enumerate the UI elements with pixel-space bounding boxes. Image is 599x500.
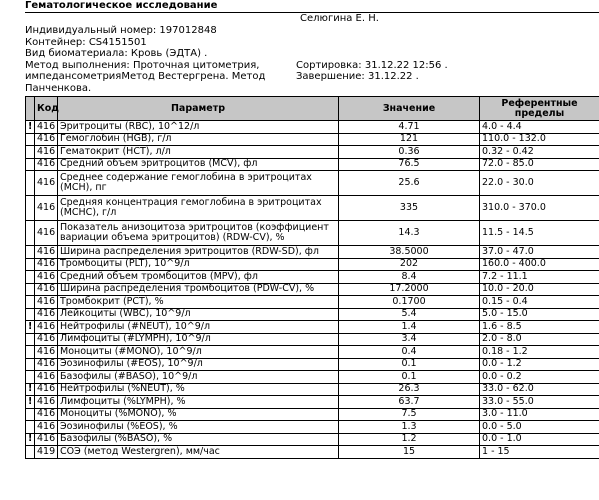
row-reference: 11.5 - 14.5 bbox=[480, 221, 599, 246]
row-value: 0.4 bbox=[339, 346, 480, 359]
row-parameter: Базофилы (#BASO), 10^9/л bbox=[58, 371, 339, 384]
row-reference: 0.18 - 1.2 bbox=[480, 346, 599, 359]
table-row bbox=[26, 446, 599, 459]
row-code: 416 bbox=[35, 421, 58, 434]
row-value: 121 bbox=[339, 133, 480, 146]
row-reference: 1.6 - 8.5 bbox=[480, 321, 599, 334]
row-code: 416 bbox=[35, 196, 58, 221]
row-parameter bbox=[58, 171, 339, 196]
row-value: 17.2000 bbox=[339, 283, 480, 296]
row-value: 14.3 bbox=[339, 221, 480, 246]
row-value: 3.4 bbox=[339, 333, 480, 346]
row-value: 1.4 bbox=[339, 321, 480, 334]
row-flag bbox=[26, 271, 35, 284]
table-row bbox=[26, 321, 599, 334]
method-line-2: импедансометрияМетод Вестергрена. Метод bbox=[25, 71, 266, 82]
row-value: 0.1 bbox=[339, 371, 480, 384]
row-value: 76.5 bbox=[339, 158, 480, 171]
row-flag: ! bbox=[26, 433, 35, 446]
row-reference: 110.0 - 132.0 bbox=[480, 133, 599, 146]
row-reference: 4.0 - 4.4 bbox=[480, 121, 599, 134]
header-parameter: Параметр bbox=[58, 97, 339, 121]
row-reference: 7.2 - 11.1 bbox=[480, 271, 599, 284]
row-reference: 22.0 - 30.0 bbox=[480, 171, 599, 196]
row-reference: 33.0 - 55.0 bbox=[480, 396, 599, 409]
biomaterial-type: Вид биоматериала: Кровь (ЭДТА) . bbox=[25, 48, 208, 59]
row-value: 8.4 bbox=[339, 271, 480, 284]
row-parameter: Лимфоциты (#LYMPH), 10^9/л bbox=[58, 333, 339, 346]
row-value: 4.71 bbox=[339, 121, 480, 134]
row-flag bbox=[26, 146, 35, 159]
row-code: 416 bbox=[35, 121, 58, 134]
row-parameter: Тромбокрит (PCT), % bbox=[58, 296, 339, 309]
table-row bbox=[26, 246, 599, 259]
row-value: 1.2 bbox=[339, 433, 480, 446]
row-parameter: Лейкоциты (WBC), 10^9/л bbox=[58, 308, 339, 321]
row-parameter: Гематокрит (HCT), л/л bbox=[58, 146, 339, 159]
report-title: Гематологическое исследование bbox=[25, 0, 218, 11]
row-value: 5.4 bbox=[339, 308, 480, 321]
row-reference: 0.0 - 5.0 bbox=[480, 421, 599, 434]
row-value: 335 bbox=[339, 196, 480, 221]
row-value: 0.1700 bbox=[339, 296, 480, 309]
row-parameter: Средний объем эритроцитов (MCV), фл bbox=[58, 158, 339, 171]
row-parameter: Нейтрофилы (%NEUT), % bbox=[58, 383, 339, 396]
row-parameter: Ширина распределения тромбоцитов (PDW-CV), % bbox=[58, 283, 339, 296]
row-flag bbox=[26, 421, 35, 434]
row-code: 416 bbox=[35, 258, 58, 271]
row-parameter: Базофилы (%BASO), % bbox=[58, 433, 339, 446]
row-reference: 0.0 - 0.2 bbox=[480, 371, 599, 384]
row-value: 25.6 bbox=[339, 171, 480, 196]
individual-number: Индивидуальный номер: 197012848 bbox=[25, 25, 217, 36]
row-reference: 33.0 - 62.0 bbox=[480, 383, 599, 396]
table-row bbox=[26, 396, 599, 409]
row-code: 416 bbox=[35, 171, 58, 196]
row-parameter: Эозинофилы (#EOS), 10^9/л bbox=[58, 358, 339, 371]
method-line-1: Метод выполнения: Проточная цитометрия, bbox=[25, 60, 260, 71]
sorting-time: Сортировка: 31.12.22 12:56 . bbox=[296, 60, 448, 71]
row-code: 416 bbox=[35, 308, 58, 321]
row-reference: 10.0 - 20.0 bbox=[480, 283, 599, 296]
row-flag bbox=[26, 221, 35, 246]
header-reference bbox=[480, 97, 599, 121]
row-parameter: Эритроциты (RBC), 10^12/л bbox=[58, 121, 339, 134]
row-parameter-line-1: Среднее содержание гемоглобина в эритроцитах bbox=[60, 171, 312, 183]
row-value: 7.5 bbox=[339, 408, 480, 421]
table-row bbox=[26, 133, 599, 146]
row-parameter: Лимфоциты (%LYMPH), % bbox=[58, 396, 339, 409]
row-reference: 5.0 - 15.0 bbox=[480, 308, 599, 321]
row-parameter: Средний объем тромбоцитов (MPV), фл bbox=[58, 271, 339, 284]
row-parameter-line-2: (MCH), пг bbox=[60, 182, 107, 193]
table-row bbox=[26, 383, 599, 396]
patient-name: Селюгина Е. Н. bbox=[300, 13, 379, 24]
row-reference: 0.0 - 1.2 bbox=[480, 358, 599, 371]
row-flag bbox=[26, 371, 35, 384]
row-parameter: Гемоглобин (HGB), г/л bbox=[58, 133, 339, 146]
row-code: 416 bbox=[35, 433, 58, 446]
row-flag: ! bbox=[26, 121, 35, 134]
row-parameter-line-2: (MCHC), г/л bbox=[60, 207, 117, 218]
row-code: 419 bbox=[35, 446, 58, 459]
row-code: 416 bbox=[35, 283, 58, 296]
row-value: 0.36 bbox=[339, 146, 480, 159]
row-flag bbox=[26, 308, 35, 321]
table-row bbox=[26, 283, 599, 296]
row-flag bbox=[26, 408, 35, 421]
row-reference: 2.0 - 8.0 bbox=[480, 333, 599, 346]
row-parameter: Ширина распределения эритроцитов (RDW-SD), фл bbox=[58, 246, 339, 259]
row-parameter-line-1: Средняя концентрация гемоглобина в эритроцитах bbox=[60, 196, 322, 208]
row-code: 416 bbox=[35, 333, 58, 346]
row-reference: 0.0 - 1.0 bbox=[480, 433, 599, 446]
row-flag bbox=[26, 446, 35, 459]
row-parameter: Моноциты (%MONO), % bbox=[58, 408, 339, 421]
header-flag bbox=[26, 97, 35, 121]
row-value: 26.3 bbox=[339, 383, 480, 396]
row-code: 416 bbox=[35, 158, 58, 171]
table-row bbox=[26, 408, 599, 421]
row-flag bbox=[26, 296, 35, 309]
header-code: Код bbox=[35, 97, 58, 121]
row-code: 416 bbox=[35, 246, 58, 259]
row-code: 416 bbox=[35, 133, 58, 146]
results-table bbox=[25, 96, 599, 459]
header-reference-line-1: Референтные bbox=[501, 97, 578, 109]
row-reference: 72.0 - 85.0 bbox=[480, 158, 599, 171]
table-header-row bbox=[26, 97, 599, 121]
row-flag bbox=[26, 196, 35, 221]
table-row bbox=[26, 358, 599, 371]
row-value: 202 bbox=[339, 258, 480, 271]
row-code: 416 bbox=[35, 383, 58, 396]
row-flag: ! bbox=[26, 396, 35, 409]
container-id: Контейнер: CS4151501 bbox=[25, 37, 147, 48]
row-value: 1.3 bbox=[339, 421, 480, 434]
row-value: 63.7 bbox=[339, 396, 480, 409]
row-parameter-line-2: вариации объема эритроцитов) (RDW-CV), % bbox=[60, 232, 285, 243]
row-value: 0.1 bbox=[339, 358, 480, 371]
row-parameter bbox=[58, 196, 339, 221]
table-row bbox=[26, 346, 599, 359]
row-code: 416 bbox=[35, 146, 58, 159]
row-reference: 0.32 - 0.42 bbox=[480, 146, 599, 159]
row-code: 416 bbox=[35, 321, 58, 334]
table-row bbox=[26, 296, 599, 309]
completion-time: Завершение: 31.12.22 . bbox=[296, 71, 419, 82]
row-code: 416 bbox=[35, 221, 58, 246]
row-flag: ! bbox=[26, 321, 35, 334]
row-code: 416 bbox=[35, 408, 58, 421]
row-parameter: Эозинофилы (%EOS), % bbox=[58, 421, 339, 434]
row-flag: ! bbox=[26, 383, 35, 396]
row-reference: 1 - 15 bbox=[480, 446, 599, 459]
row-value: 15 bbox=[339, 446, 480, 459]
row-reference: 3.0 - 11.0 bbox=[480, 408, 599, 421]
row-parameter: Моноциты (#MONO), 10^9/л bbox=[58, 346, 339, 359]
row-code: 416 bbox=[35, 371, 58, 384]
table-row bbox=[26, 121, 599, 134]
method-line-3: Панченкова. bbox=[25, 83, 92, 94]
row-flag bbox=[26, 346, 35, 359]
row-flag bbox=[26, 246, 35, 259]
row-value: 38.5000 bbox=[339, 246, 480, 259]
table-row bbox=[26, 221, 599, 246]
row-flag bbox=[26, 133, 35, 146]
row-reference: 37.0 - 47.0 bbox=[480, 246, 599, 259]
table-row bbox=[26, 433, 599, 446]
row-flag bbox=[26, 158, 35, 171]
table-row bbox=[26, 158, 599, 171]
row-flag bbox=[26, 358, 35, 371]
row-code: 416 bbox=[35, 296, 58, 309]
table-row bbox=[26, 258, 599, 271]
row-reference: 310.0 - 370.0 bbox=[480, 196, 599, 221]
row-flag bbox=[26, 258, 35, 271]
table-row bbox=[26, 196, 599, 221]
row-code: 416 bbox=[35, 346, 58, 359]
table-row bbox=[26, 271, 599, 284]
row-flag bbox=[26, 171, 35, 196]
row-reference: 160.0 - 400.0 bbox=[480, 258, 599, 271]
row-reference: 0.15 - 0.4 bbox=[480, 296, 599, 309]
table-row bbox=[26, 421, 599, 434]
row-flag bbox=[26, 283, 35, 296]
table-row bbox=[26, 146, 599, 159]
row-code: 416 bbox=[35, 358, 58, 371]
row-parameter bbox=[58, 221, 339, 246]
row-parameter-line-1: Показатель анизоцитоза эритроцитов (коэффициент bbox=[60, 221, 329, 233]
row-parameter: Тромбоциты (PLT), 10^9/л bbox=[58, 258, 339, 271]
table-row bbox=[26, 371, 599, 384]
table-row bbox=[26, 171, 599, 196]
table-row bbox=[26, 308, 599, 321]
row-flag bbox=[26, 333, 35, 346]
row-code: 416 bbox=[35, 396, 58, 409]
row-parameter: Нейтрофилы (#NEUT), 10^9/л bbox=[58, 321, 339, 334]
row-code: 416 bbox=[35, 271, 58, 284]
table-row bbox=[26, 333, 599, 346]
row-parameter: СОЭ (метод Westergren), мм/час bbox=[58, 446, 339, 459]
header-reference-line-2: пределы bbox=[514, 107, 565, 119]
header-value: Значение bbox=[339, 97, 480, 121]
